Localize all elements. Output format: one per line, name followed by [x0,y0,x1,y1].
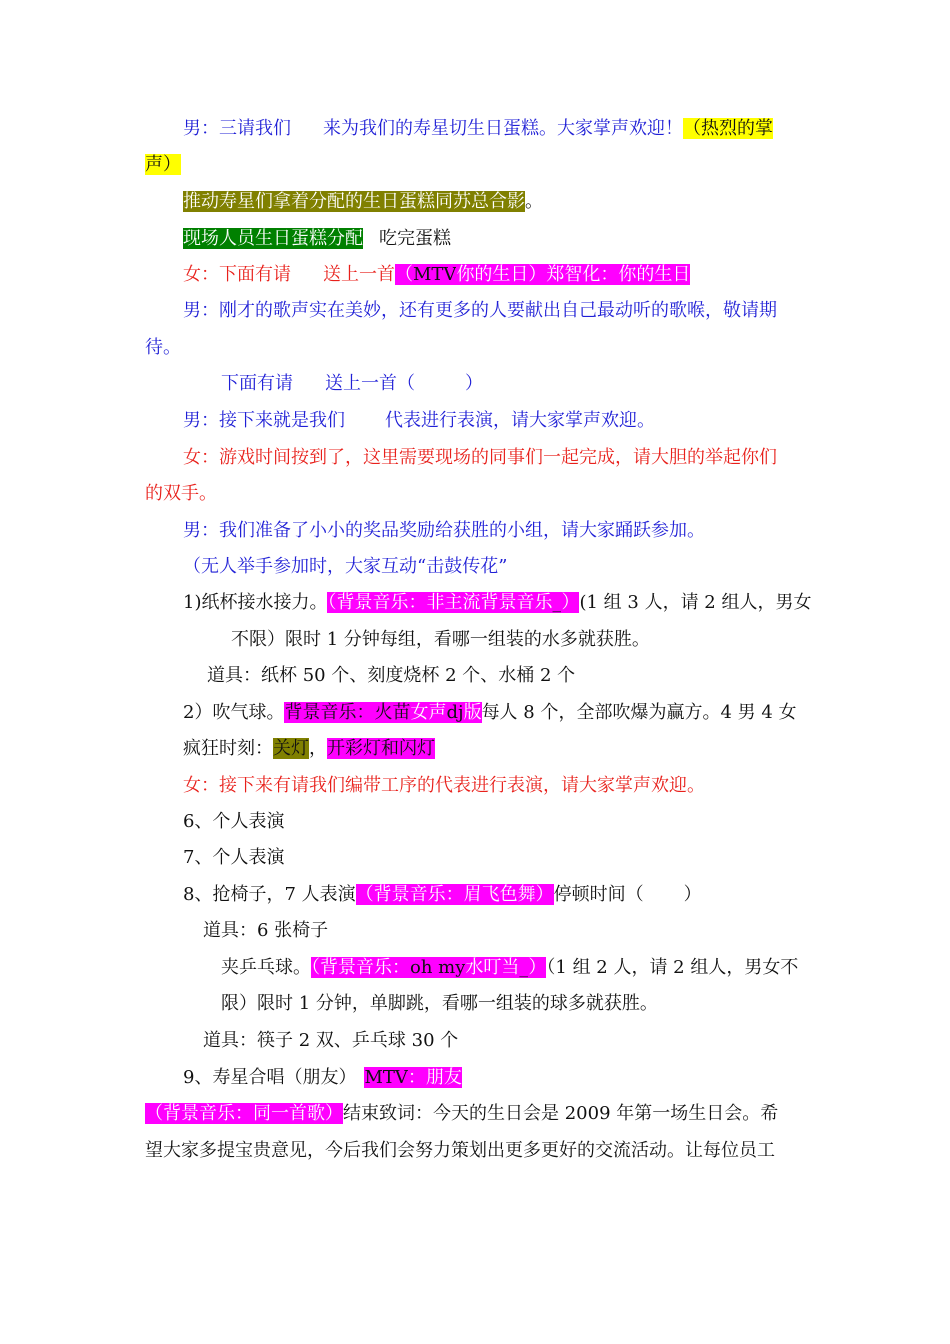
text: 待。 [145,337,181,358]
text: 停顿时间（ [553,884,644,905]
highlight-olive: 关灯 [273,738,309,759]
line-pingpong-cont [221,992,658,1016]
line-closing-cont [145,1139,775,1163]
text: 男：我们准备了小小的奖品奖励给获胜的小组，请大家踊跃参加。 [183,520,705,541]
text: 每人 8 个，全部吹爆为赢方。4 男 4 女 [481,702,797,723]
line-host-male-singing-cont [145,336,181,360]
text: 道具：筷子 2 双、乒乓球 30 个 [203,1030,459,1051]
line-applause-cont [145,153,181,177]
line-game-2 [183,701,797,725]
text: 男：接下来就是我们 [183,410,345,431]
text: 6、个人表演 [183,811,285,832]
line-group-photo [183,190,543,214]
text: ） [683,884,702,905]
text: 下面有请 [221,373,293,394]
text: 送上一首（ [325,373,415,394]
highlight-yellow: 声） [145,154,181,175]
line-pingpong-props [203,1029,458,1053]
text: 1)纸杯接水接力。 [183,592,328,613]
line-item-8 [183,883,702,907]
line-host-female-braiding [183,774,705,798]
text: 。 [525,191,543,212]
highlight-magenta: 你的生日）郑智化：你的生日 [456,264,691,285]
highlight-magenta: 水叮当 [465,957,520,978]
text: 不限）限时 1 分钟每组，看哪一组装的水多就获胜。 [231,629,650,650]
text: 结束致词：今天的生日会是 2009 年第一场生日会。希 [343,1103,779,1124]
line-item-9 [183,1066,462,1090]
highlight-magenta: 版 [463,702,482,723]
highlight-magenta: 开彩灯和闪灯 [327,738,435,759]
text: 女：游戏时间按到了，这里需要现场的同事们一起完成，请大胆的举起你们 [183,447,777,468]
line-host-male-perform [183,409,655,433]
text: （无人举手参加时，大家互动“击鼓传花” [183,556,508,577]
text: 7、个人表演 [183,847,285,868]
highlight-magenta: MTV [413,264,457,285]
text: ） [465,373,483,394]
text: (1 组 3 人，请 2 组人，男女 [579,592,812,613]
line-item-6 [183,810,284,834]
line-item-8-props [203,919,328,943]
line-host-female-game [183,446,777,470]
line-pingpong [221,956,798,980]
highlight-magenta: 背景音乐：火苗 [284,702,411,723]
line-host-female-game-cont [145,482,217,506]
highlight-magenta: 女声 [410,702,447,723]
line-interaction-note [183,555,507,579]
text: 男：刚才的歌声实在美妙，还有更多的人要献出自己最动听的歌喉，敬请期 [183,300,777,321]
line-next-invite [221,372,483,396]
text: 送上一首 [323,264,395,285]
highlight-olive: 推动寿星们拿着分配的生日蛋糕同苏总合影 [183,191,525,212]
text: 限）限时 1 分钟，单脚跳，看哪一组装的球多就获胜。 [221,993,658,1014]
text: 夹乒乓球。 [221,957,311,978]
line-host-male-prize [183,519,705,543]
text: 吃完蛋糕 [379,228,451,249]
text: 女：下面有请 [183,264,291,285]
highlight-yellow: （热烈的掌 [683,118,773,139]
line-crazy-moment [183,737,435,761]
line-game-1-props [207,664,575,688]
text: 女：接下来有请我们编带工序的代表进行表演，请大家掌声欢迎。 [183,775,705,796]
text: 的双手。 [145,483,217,504]
highlight-magenta: （背景音乐：同一首歌） [145,1103,343,1124]
line-host-female-song [183,263,690,287]
text: 道具：6 张椅子 [203,920,329,941]
highlight-magenta: （背景音乐： [311,957,410,978]
line-game-1 [183,591,811,615]
text: 望大家多提宝贵意见，今后我们会努力策划出更多更好的交流活动。让每位员工 [145,1140,775,1161]
line-item-7 [183,846,284,870]
highlight-magenta: ：朋友 [407,1067,462,1088]
highlight-magenta: MTV [364,1067,408,1088]
highlight-magenta: dj [446,702,464,723]
highlight-magenta: （背景音乐：非主流背景音乐 [327,592,553,613]
highlight-magenta: （背景音乐：眉飞色舞） [355,884,554,905]
highlight-magenta: ） [561,592,580,613]
highlight-green: 现场人员生日蛋糕分配 [183,228,363,249]
text: 代表进行表演，请大家掌声欢迎。 [385,410,655,431]
text: 道具：纸杯 50 个、刻度烧杯 2 个、水桶 2 个 [207,665,576,686]
highlight-magenta: _ [552,592,562,613]
text: 来为我们的寿星切生日蛋糕。大家掌声欢迎！ [323,118,683,139]
highlight-magenta: （ [395,264,413,285]
text: ， [309,738,327,759]
highlight-magenta: ） [528,957,547,978]
line-host-male-singing [183,299,777,323]
line-cake-distribution [183,227,451,251]
line-game-1-cont [231,628,650,652]
text: 疯狂时刻： [183,738,273,759]
highlight-magenta: _ [519,957,529,978]
text: 9、寿星合唱（朋友） [183,1067,357,1088]
line-closing [145,1102,778,1126]
text: 2）吹气球。 [183,702,285,723]
text: 男：三请我们 [183,118,291,139]
line-host-male-cake [183,117,773,141]
text: （1 组 2 人，请 2 组人，男女不 [546,957,799,978]
text: 8、抢椅子，7 人表演 [183,884,356,905]
highlight-magenta: oh my [410,957,466,978]
